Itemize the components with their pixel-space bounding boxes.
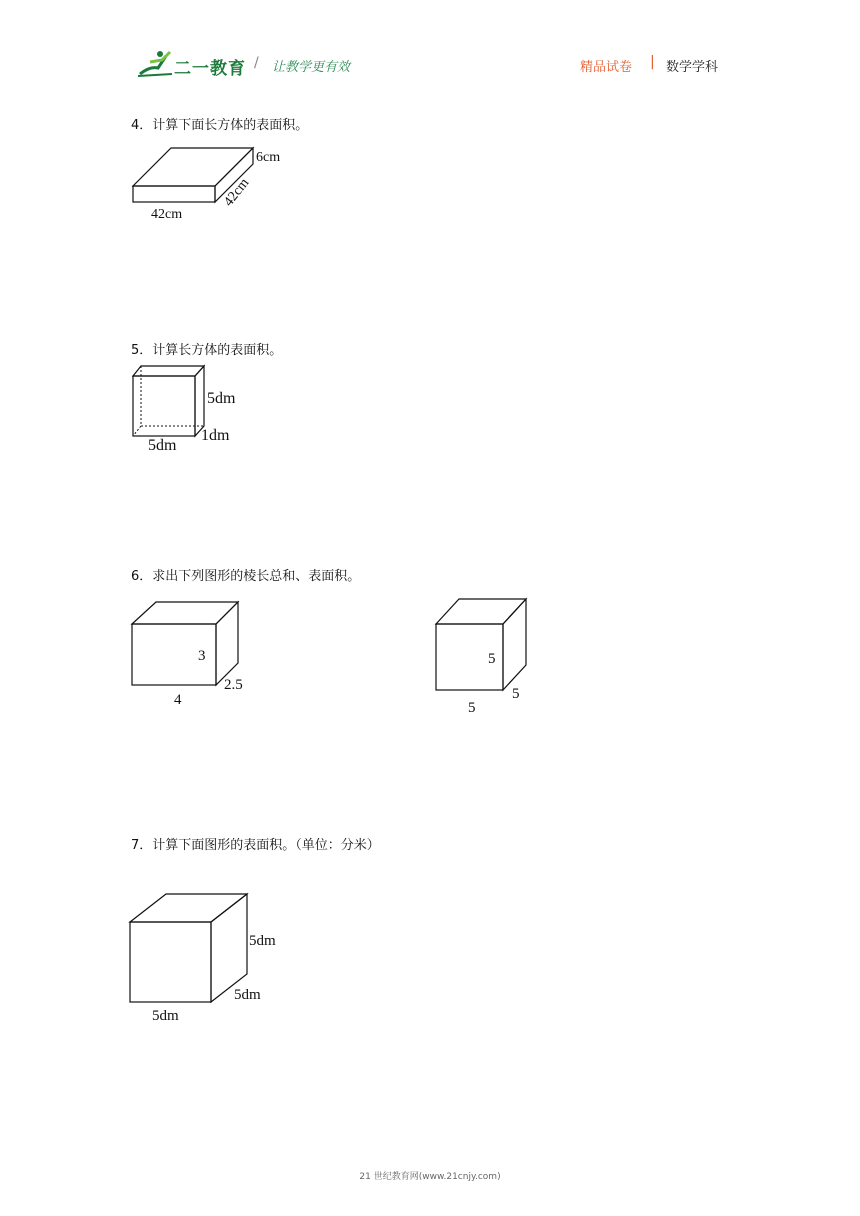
- q6a-height-label: 3: [198, 648, 206, 664]
- q7-side-face: [211, 894, 247, 1002]
- q7-length-label: 5dm: [152, 1008, 179, 1024]
- question-7-figure: [120, 885, 290, 1030]
- q7-height-label: 5dm: [249, 933, 276, 949]
- q5-top-face: [133, 366, 204, 376]
- q7-depth-label: 5dm: [234, 987, 261, 1003]
- runner-logo-icon: [136, 48, 176, 78]
- question-4-text: 4．计算下面长方体的表面积。: [131, 118, 309, 133]
- question-7-text: 7．计算下面图形的表面积。（单位：分米）: [131, 838, 380, 853]
- header-tag: 精品试卷: [580, 60, 633, 75]
- q6b-top-face: [436, 599, 526, 624]
- page-footer: 21 世纪教育网(www.21cnjy.com): [359, 1172, 501, 1182]
- q4-length-label: 42cm: [151, 207, 183, 222]
- q5-front-face: [133, 376, 195, 436]
- question-5-figure: [120, 360, 250, 455]
- q4-depth-label: 42cm: [221, 175, 253, 210]
- q4-front-face: [133, 186, 215, 202]
- q6b-depth-label: 5: [512, 686, 520, 702]
- question-4-figure: [120, 140, 280, 225]
- question-6-figure-2: [425, 592, 545, 722]
- q5-depth-label: 1dm: [201, 427, 230, 444]
- brand-slogan: 让教学更有效: [272, 60, 351, 75]
- q6b-length-label: 5: [468, 700, 476, 716]
- q5-height-label: 5dm: [207, 390, 236, 407]
- question-5-text: 5．计算长方体的表面积。: [131, 343, 283, 358]
- q6a-length-label: 4: [174, 692, 182, 708]
- q4-height-label: 6cm: [256, 150, 280, 165]
- header-separator: |: [650, 54, 655, 70]
- header-slash: /: [254, 55, 259, 71]
- brand-name: 二一教育: [174, 59, 246, 79]
- header-subject: 数学学科: [666, 60, 719, 75]
- q5-length-label: 5dm: [148, 437, 177, 454]
- header-logo: [136, 48, 176, 78]
- q6b-side-face: [503, 599, 526, 690]
- question-6-text: 6．求出下列图形的棱长总和、表面积。: [131, 569, 361, 584]
- q6a-depth-label: 2.5: [224, 677, 243, 693]
- question-6-figure-1: [120, 592, 260, 717]
- q6b-height-label: 5: [488, 651, 496, 667]
- q4-top-face: [133, 148, 253, 186]
- q6a-side-face: [216, 602, 238, 685]
- q7-front-face: [130, 922, 211, 1002]
- q6a-top-face: [132, 602, 238, 624]
